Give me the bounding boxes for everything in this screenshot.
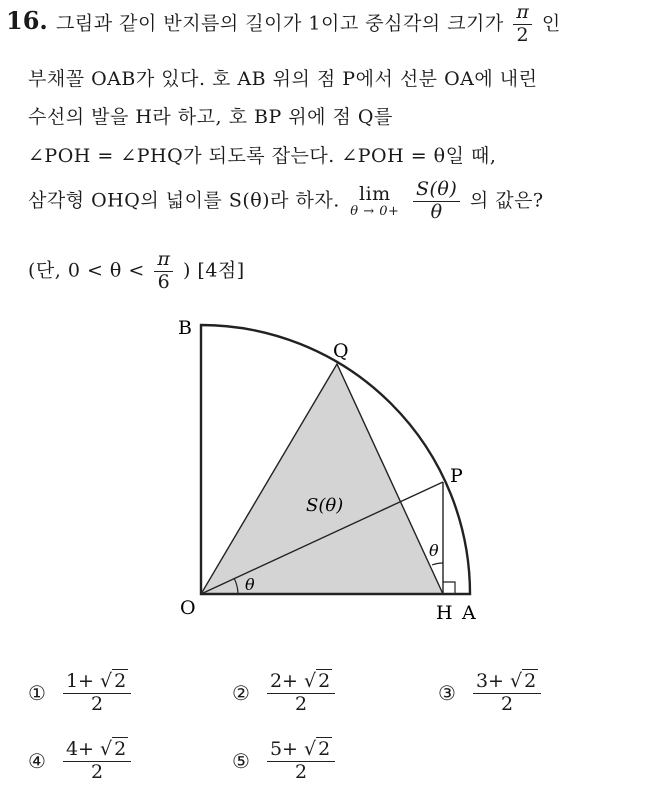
label-q: Q	[333, 340, 349, 362]
label-o: O	[180, 597, 196, 619]
choice-numerator	[473, 672, 541, 694]
choice-fraction	[267, 672, 335, 715]
points-label: [4점]	[197, 259, 245, 282]
lim-subscript: θ → 0+	[350, 203, 400, 219]
cond-denominator: 6	[157, 270, 171, 293]
choice-denominator: 2	[501, 692, 514, 715]
choice-fraction	[63, 740, 131, 783]
choice-numerator	[267, 740, 335, 762]
choice-1[interactable]	[28, 672, 134, 715]
line5-tail: 의 값은?	[469, 189, 544, 212]
label-theta-h: θ	[429, 541, 439, 560]
label-b: B	[178, 317, 192, 339]
right-angle-mark	[443, 582, 455, 594]
choice-num-term: 4+	[65, 738, 94, 760]
choice-numerator	[63, 740, 131, 762]
choice-fraction	[267, 740, 335, 783]
sqrt-symbol: √ 2	[100, 738, 127, 760]
label-s-theta: S(θ)	[306, 495, 344, 516]
question-line-4: ∠POH = ∠PHQ가 되도록 잡는다. ∠POH = θ일 때,	[28, 145, 497, 167]
line5-text: 삼각형 OHQ의 넓이를 S(θ)라 하자.	[28, 189, 340, 212]
choice-2[interactable]	[232, 672, 338, 715]
choice-num-term: 5+	[269, 738, 298, 760]
question-line-3: 수선의 발을 H라 하고, 호 BP 위에 점 Q를	[28, 106, 393, 128]
sqrt-symbol: √ 2	[100, 670, 127, 692]
sqrt-radicand: 2	[114, 670, 127, 692]
choice-denominator: 2	[91, 692, 104, 715]
sqrt-symbol: √ 2	[304, 670, 331, 692]
angle-arc-h	[432, 563, 443, 565]
question-line-2: 부채꼴 OAB가 있다. 호 AB 위의 점 P에서 선분 OA에 내린	[28, 68, 538, 90]
line1-tail: 인	[541, 12, 561, 35]
choice-num-term: 1+	[65, 670, 94, 692]
sqrt-radicand: 2	[524, 670, 537, 692]
label-p: P	[450, 465, 463, 487]
label-a: A	[462, 602, 476, 624]
fraction-numerator: π	[513, 3, 532, 25]
choice-3[interactable]	[438, 672, 544, 715]
choice-fraction	[473, 672, 541, 715]
choice-num-term: 3+	[475, 670, 504, 692]
label-h: H	[436, 602, 453, 624]
sqrt-radicand: 2	[114, 738, 127, 760]
choice-num-term: 2+	[269, 670, 298, 692]
lim-word: lim	[359, 182, 391, 205]
line1-text: 그림과 같이 반지름의 길이가 1이고 중심각의 크기가	[56, 12, 504, 35]
triangle-ohq	[201, 364, 443, 594]
choice-numerator	[267, 672, 335, 694]
choice-mark: ②	[232, 681, 250, 706]
choice-mark: ①	[28, 681, 46, 706]
cond-numerator: π	[154, 250, 173, 272]
choice-mark: ③	[438, 681, 456, 706]
sqrt-symbol: √ 2	[304, 738, 331, 760]
limit-numerator: S(θ)	[413, 180, 460, 202]
choice-numerator	[63, 672, 131, 694]
sqrt-radicand: 2	[318, 738, 331, 760]
condition-close: )	[182, 259, 191, 282]
choice-denominator: 2	[91, 760, 104, 783]
question-number: 16.	[6, 6, 48, 35]
label-theta-o: θ	[245, 575, 255, 594]
sqrt-symbol: √ 2	[510, 670, 537, 692]
choice-mark: ④	[28, 749, 46, 774]
choice-4[interactable]	[28, 740, 134, 783]
choice-mark: ⑤	[232, 749, 250, 774]
choice-denominator: 2	[295, 760, 308, 783]
sqrt-radicand: 2	[318, 670, 331, 692]
choice-5[interactable]	[232, 740, 338, 783]
limit-denominator: θ	[430, 200, 443, 223]
choice-fraction	[63, 672, 131, 715]
choice-denominator: 2	[295, 692, 308, 715]
condition-open: (단, 0 < θ <	[28, 259, 145, 282]
fraction-denominator: 2	[516, 23, 530, 46]
